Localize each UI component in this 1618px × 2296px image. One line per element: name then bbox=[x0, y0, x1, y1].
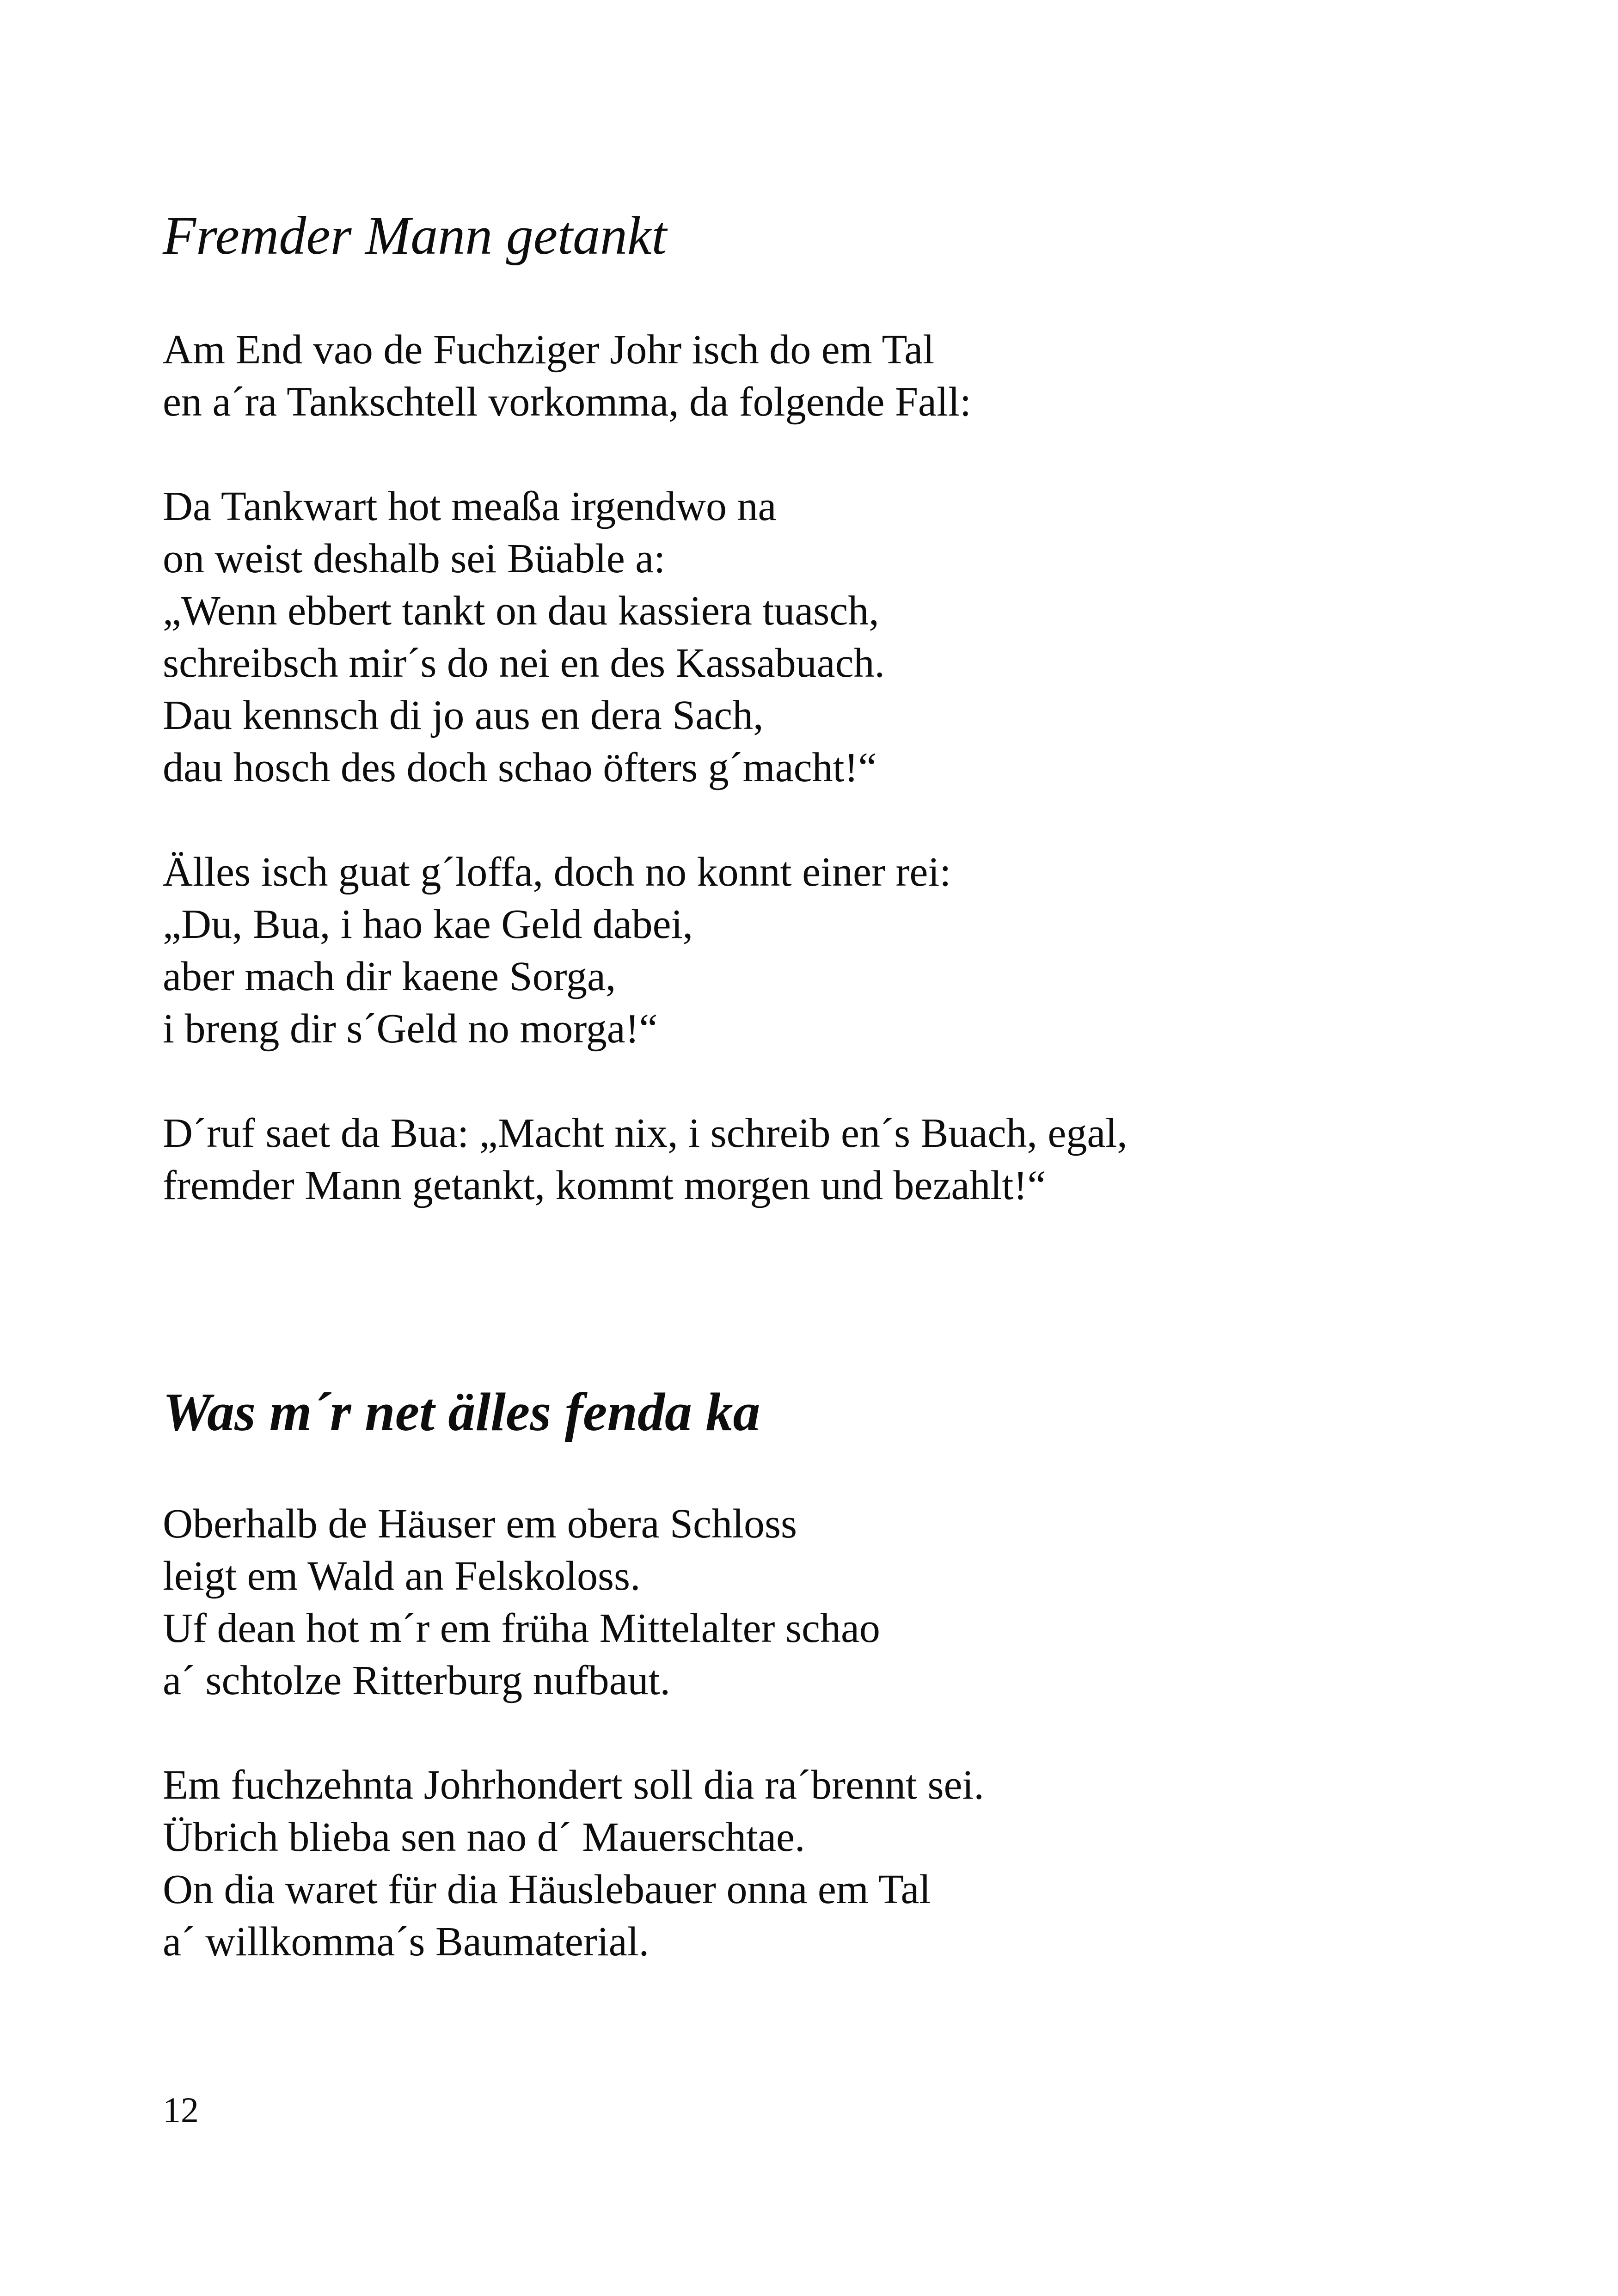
poem-title: Fremder Mann getankt bbox=[163, 205, 667, 266]
page-number: 12 bbox=[163, 2090, 199, 2130]
verse-line: fremder Mann getankt, kommt morgen und bezahlt!“ bbox=[163, 1163, 1046, 1208]
verse-line: Am End vao de Fuchziger Johr isch do em Tal bbox=[163, 327, 935, 373]
stanza bbox=[163, 1107, 1550, 1212]
verse-line: Da Tankwart hot meaßa irgendwo na bbox=[163, 484, 777, 529]
stanza bbox=[163, 1498, 1550, 1707]
verse-line: i breng dir s´Geld no morga!“ bbox=[163, 1006, 658, 1052]
verse-line: on weist deshalb sei Büable a: bbox=[163, 536, 666, 582]
verse-line: Em fuchzehnta Johrhondert soll dia ra´brennt sei. bbox=[163, 1762, 984, 1808]
verse-line: leigt em Wald an Felskoloss. bbox=[163, 1553, 641, 1599]
stanza bbox=[163, 480, 1550, 794]
verse-line: Älles isch guat g´loffa, doch no konnt einer rei: bbox=[163, 849, 951, 895]
verse-line: a´ willkomma´s Baumaterial. bbox=[163, 1919, 650, 1965]
verse-line: a´ schtolze Ritterburg nufbaut. bbox=[163, 1658, 671, 1703]
verse-line: D´ruf saet da Bua: „Macht nix, i schreib en´s Buach, egal, bbox=[163, 1110, 1128, 1156]
verse-line: On dia waret für dia Häuslebauer onna em Tal bbox=[163, 1867, 931, 1912]
poem-was-mr-net-alles-fenda-ka bbox=[163, 1380, 1550, 2020]
poem-fremder-mann-getankt bbox=[163, 203, 1550, 1264]
verse-line: „Du, Bua, i hao kae Geld dabei, bbox=[163, 901, 693, 947]
poem-title: Was m´r net älles fenda ka bbox=[163, 1382, 760, 1442]
verse-line: schreibsch mir´s do nei en des Kassabuach. bbox=[163, 640, 885, 686]
stanza bbox=[163, 846, 1550, 1055]
verse-line: Übrich blieba sen nao d´ Mauerschtae. bbox=[163, 1814, 805, 1860]
verse-line: aber mach dir kaene Sorga, bbox=[163, 954, 616, 999]
verse-line: Oberhalb de Häuser em obera Schloss bbox=[163, 1501, 797, 1547]
verse-line: en a´ra Tankschtell vorkomma, da folgende Fall: bbox=[163, 379, 971, 425]
verse-line: Uf dean hot m´r em früha Mittelalter schao bbox=[163, 1605, 880, 1651]
stanza bbox=[163, 324, 1550, 428]
verse-line: Dau kennsch di jo aus en dera Sach, bbox=[163, 692, 764, 738]
stanza bbox=[163, 1759, 1550, 1968]
verse-line: „Wenn ebbert tankt on dau kassiera tuasch, bbox=[163, 588, 879, 634]
verse-line: dau hosch des doch schao öfters g´macht!“ bbox=[163, 745, 877, 790]
